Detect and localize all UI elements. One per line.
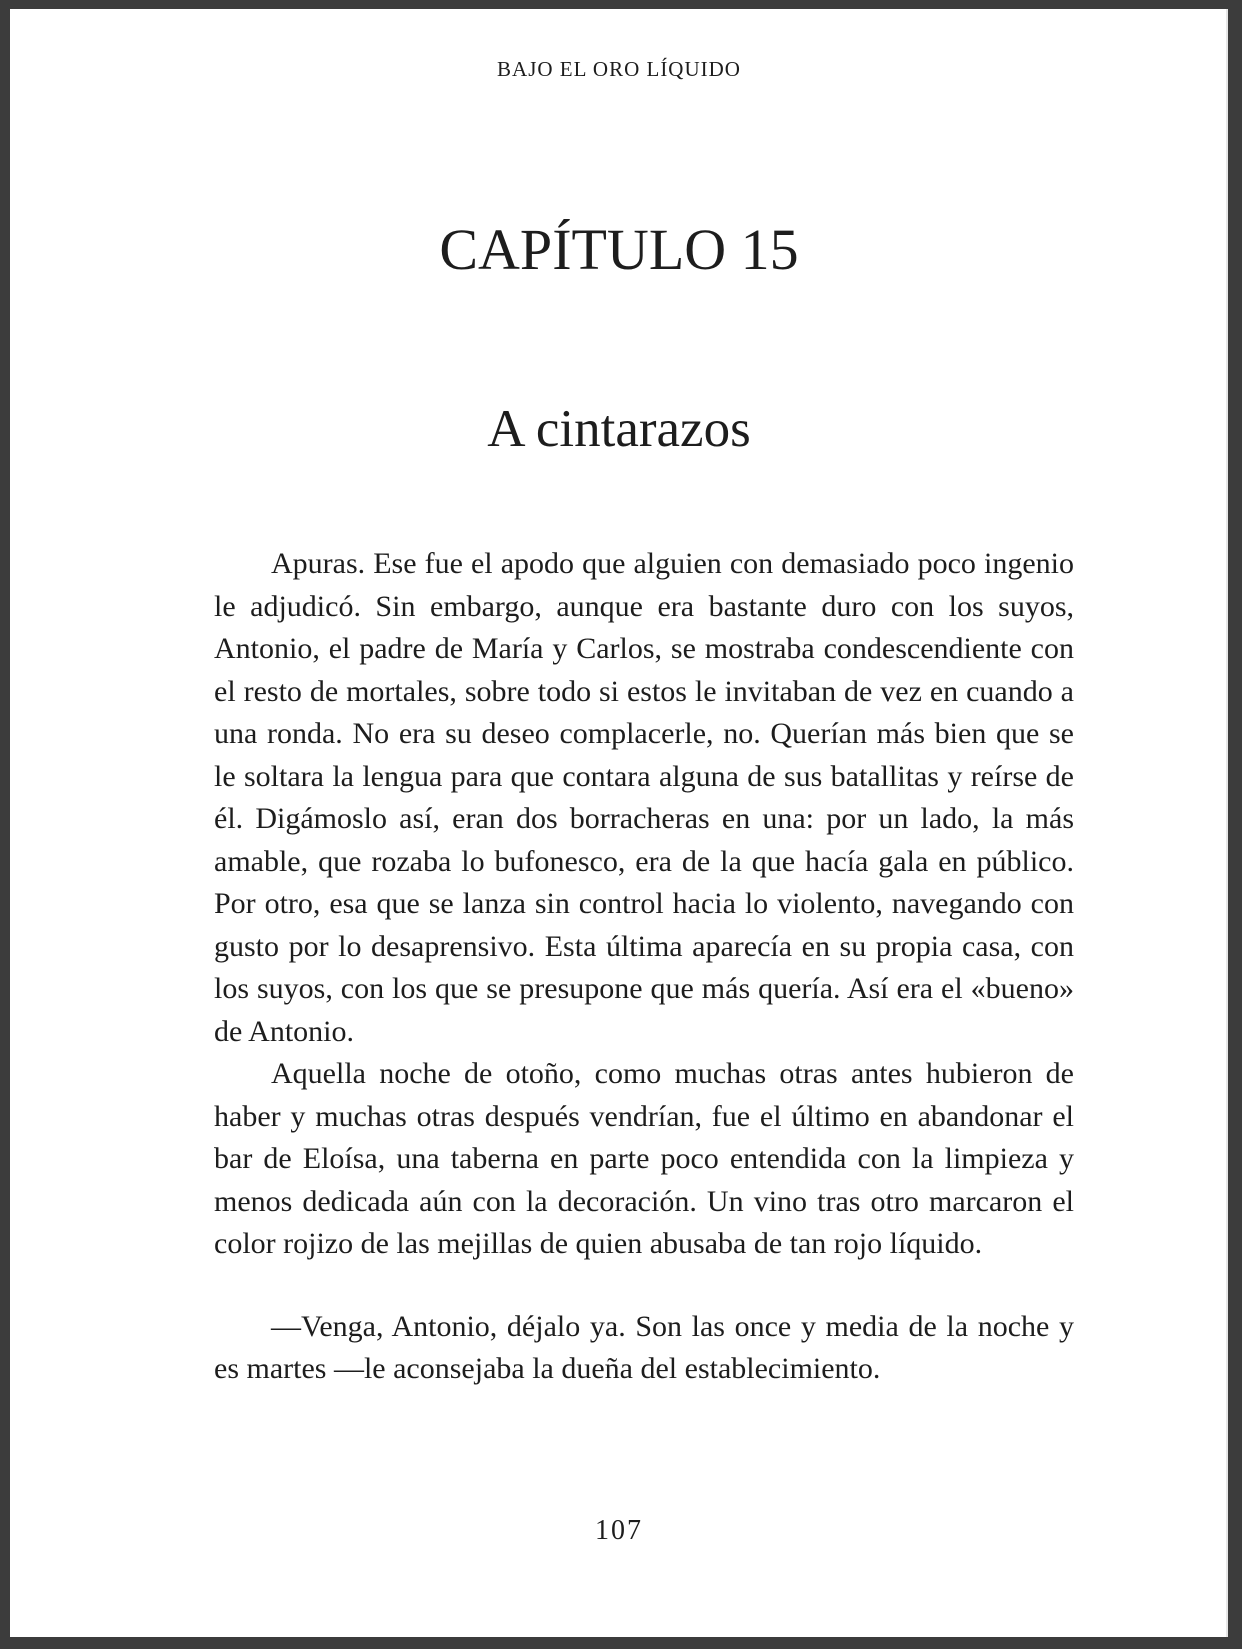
paragraph-1: Apuras. Ese fue el apodo que alguien con demasiado poco ingenio le adjudicó. Sin embargo, aunque era bastante duro con los suyos, Antonio, el padre de María y Carlos, se mostraba condescendiente con el resto de mortales, sobre todo si estos le invitaban de vez en cuando a una ronda. No era su deseo complacerle, no. Querían más bien que se le soltara la lengua para que contara alguna de sus batallitas y reírse de él. Digámoslo así, eran dos borracheras en una: por un lado, la más amable, que rozaba lo bufonesco, era de la que hacía gala en público. Por otro, esa que se lanza sin control hacia lo violento, navegando con gusto por lo desaprensivo. Esta última aparecía en su propia casa, con los suyos, con los que se presupone que más quería. Así era el «bueno» de Antonio. [214,547,1074,1048]
page-number: 107 [595,1515,643,1546]
page-edge-divider [1226,9,1228,1637]
chapter-number: CAPÍTULO 15 [439,217,799,282]
book-page [10,9,1228,1637]
body-text [214,543,1074,1391]
chapter-title: A cintarazos [487,400,751,458]
paragraph-dialogue: —Venga, Antonio, déjalo ya. Son las once y media de la noche y es martes —le aconsejaba la dueña del establecimiento. [214,1309,1074,1385]
paragraph-2: Aquella noche de otoño, como muchas otras antes hubieron de haber y muchas otras después vendrían, fue el último en abandonar el bar de Eloísa, una taberna en parte poco entendida con la limpieza y menos dedicada aún con la decoración. Un vino tras otro marcaron el color rojizo de las mejillas de quien abusaba de tan rojo líquido. [214,1057,1074,1260]
running-head: BAJO EL ORO LÍQUIDO [497,57,741,81]
